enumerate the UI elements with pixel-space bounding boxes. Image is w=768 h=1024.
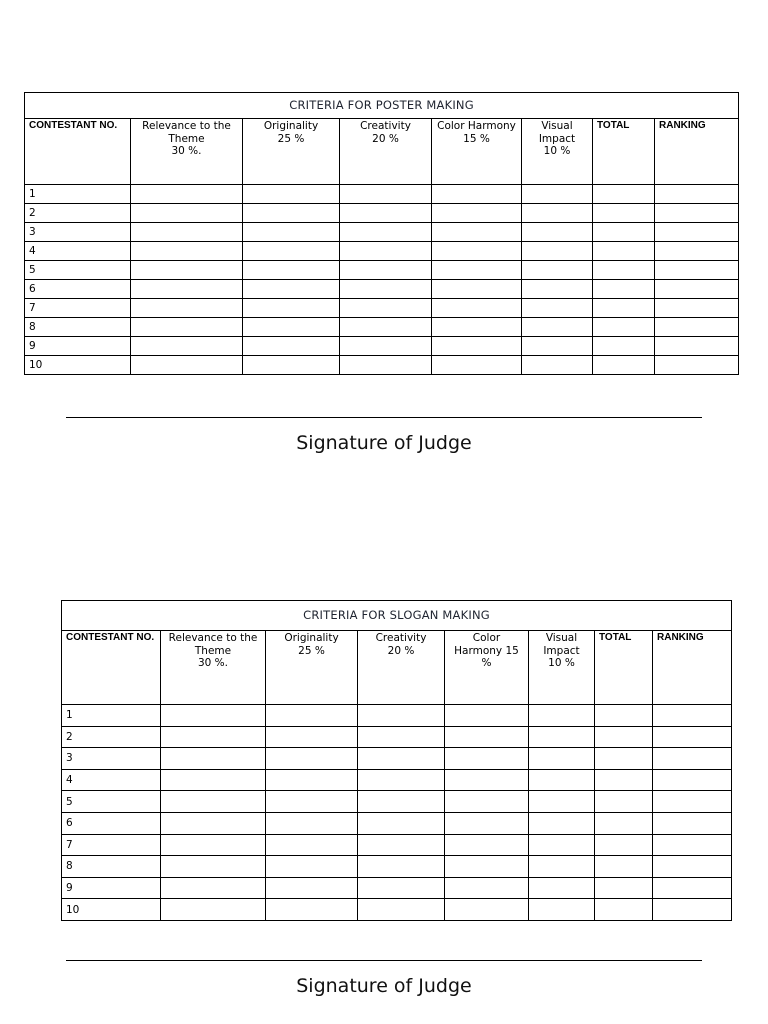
contestant-number: 9 [25, 337, 131, 356]
score-cell[interactable] [655, 280, 739, 299]
score-cell[interactable] [266, 726, 358, 748]
table-row [62, 856, 732, 878]
contestant-number: 5 [25, 261, 131, 280]
contestant-number: 6 [25, 280, 131, 299]
score-cell[interactable] [266, 748, 358, 770]
score-cell[interactable] [445, 856, 529, 878]
score-cell[interactable] [595, 899, 653, 921]
score-cell[interactable] [266, 769, 358, 791]
score-cell[interactable] [529, 748, 595, 770]
score-cell[interactable] [595, 769, 653, 791]
score-cell[interactable] [266, 791, 358, 813]
score-cell[interactable] [653, 812, 732, 834]
score-cell[interactable] [522, 356, 593, 375]
header-contestant-no: CONTESTANT NO. [62, 631, 161, 705]
signature-label: Signature of Judge [296, 432, 472, 454]
score-cell[interactable] [655, 299, 739, 318]
table-row [25, 356, 739, 375]
poster-criteria-table [24, 92, 739, 375]
score-cell[interactable] [161, 726, 266, 748]
score-cell[interactable] [161, 834, 266, 856]
score-cell[interactable] [653, 769, 732, 791]
score-cell[interactable] [340, 185, 432, 204]
contestant-number: 8 [62, 856, 161, 878]
score-cell[interactable] [593, 185, 655, 204]
score-cell[interactable] [653, 791, 732, 813]
header-relevance: Relevance to the Theme 30 %. [131, 119, 243, 185]
score-cell[interactable] [243, 185, 340, 204]
score-cell[interactable] [432, 242, 522, 261]
score-cell[interactable] [522, 261, 593, 280]
score-cell[interactable] [529, 899, 595, 921]
score-cell[interactable] [340, 223, 432, 242]
table-row [62, 705, 732, 727]
score-cell[interactable] [340, 356, 432, 375]
poster-table-title: CRITERIA FOR POSTER MAKING [25, 93, 739, 119]
score-cell[interactable] [522, 204, 593, 223]
score-cell[interactable] [445, 899, 529, 921]
score-cell[interactable] [653, 748, 732, 770]
table-row [62, 748, 732, 770]
header-originality: Originality 25 % [243, 119, 340, 185]
score-cell[interactable] [655, 185, 739, 204]
score-cell[interactable] [266, 877, 358, 899]
score-cell[interactable] [243, 337, 340, 356]
table-row [25, 299, 739, 318]
slogan-header-row [62, 631, 732, 705]
header-total: TOTAL [593, 119, 655, 185]
score-cell[interactable] [655, 242, 739, 261]
table-row [25, 204, 739, 223]
score-cell[interactable] [161, 791, 266, 813]
score-cell[interactable] [161, 812, 266, 834]
header-relevance: Relevance to the Theme 30 %. [161, 631, 266, 705]
contestant-number: 7 [62, 834, 161, 856]
score-cell[interactable] [358, 726, 445, 748]
poster-header-row [25, 119, 739, 185]
contestant-number: 10 [62, 899, 161, 921]
table-row [25, 318, 739, 337]
table-row [25, 337, 739, 356]
score-cell[interactable] [595, 726, 653, 748]
score-cell[interactable] [655, 356, 739, 375]
header-color-harmony: Color Harmony 15 % [445, 631, 529, 705]
table-row [62, 899, 732, 921]
score-cell[interactable] [340, 280, 432, 299]
score-cell[interactable] [243, 299, 340, 318]
score-cell[interactable] [432, 318, 522, 337]
score-cell[interactable] [655, 204, 739, 223]
score-cell[interactable] [340, 242, 432, 261]
contestant-number: 1 [62, 705, 161, 727]
header-creativity: Creativity 20 % [358, 631, 445, 705]
table-row [62, 812, 732, 834]
score-cell[interactable] [358, 705, 445, 727]
table-row [25, 280, 739, 299]
table-row [25, 242, 739, 261]
score-cell[interactable] [131, 318, 243, 337]
score-cell[interactable] [595, 748, 653, 770]
score-cell[interactable] [529, 791, 595, 813]
signature-line [66, 960, 702, 961]
header-visual-impact: Visual Impact 10 % [529, 631, 595, 705]
score-cell[interactable] [161, 899, 266, 921]
table-row [62, 877, 732, 899]
score-cell[interactable] [445, 834, 529, 856]
contestant-number: 2 [62, 726, 161, 748]
score-cell[interactable] [529, 856, 595, 878]
contestant-number: 9 [62, 877, 161, 899]
slogan-table-title: CRITERIA FOR SLOGAN MAKING [62, 601, 732, 631]
header-ranking: RANKING [653, 631, 732, 705]
contestant-number: 4 [62, 769, 161, 791]
score-cell[interactable] [161, 748, 266, 770]
score-cell[interactable] [529, 726, 595, 748]
score-cell[interactable] [655, 318, 739, 337]
score-cell[interactable] [131, 223, 243, 242]
score-cell[interactable] [340, 261, 432, 280]
score-cell[interactable] [432, 337, 522, 356]
header-total: TOTAL [595, 631, 653, 705]
score-cell[interactable] [358, 791, 445, 813]
score-cell[interactable] [445, 726, 529, 748]
score-cell[interactable] [445, 812, 529, 834]
score-cell[interactable] [522, 299, 593, 318]
score-cell[interactable] [595, 705, 653, 727]
score-cell[interactable] [529, 834, 595, 856]
table-row [25, 261, 739, 280]
contestant-number: 8 [25, 318, 131, 337]
score-cell[interactable] [655, 337, 739, 356]
contestant-number: 4 [25, 242, 131, 261]
contestant-number: 2 [25, 204, 131, 223]
score-cell[interactable] [655, 223, 739, 242]
score-cell[interactable] [243, 280, 340, 299]
contestant-number: 1 [25, 185, 131, 204]
header-ranking: RANKING [655, 119, 739, 185]
score-cell[interactable] [161, 877, 266, 899]
score-cell[interactable] [266, 899, 358, 921]
score-cell[interactable] [131, 242, 243, 261]
signature-label: Signature of Judge [296, 975, 472, 997]
score-cell[interactable] [522, 223, 593, 242]
score-cell[interactable] [593, 299, 655, 318]
score-cell[interactable] [266, 834, 358, 856]
header-creativity: Creativity 20 % [340, 119, 432, 185]
score-cell[interactable] [432, 185, 522, 204]
score-cell[interactable] [358, 877, 445, 899]
score-cell[interactable] [593, 280, 655, 299]
score-cell[interactable] [529, 769, 595, 791]
score-cell[interactable] [243, 223, 340, 242]
score-cell[interactable] [653, 899, 732, 921]
score-cell[interactable] [266, 856, 358, 878]
score-cell[interactable] [522, 280, 593, 299]
score-cell[interactable] [653, 856, 732, 878]
score-cell[interactable] [243, 242, 340, 261]
score-cell[interactable] [655, 261, 739, 280]
score-cell[interactable] [595, 856, 653, 878]
score-cell[interactable] [593, 242, 655, 261]
score-cell[interactable] [161, 856, 266, 878]
score-cell[interactable] [131, 337, 243, 356]
score-cell[interactable] [131, 185, 243, 204]
score-cell[interactable] [432, 299, 522, 318]
score-cell[interactable] [358, 899, 445, 921]
score-cell[interactable] [653, 726, 732, 748]
table-row [62, 834, 732, 856]
score-cell[interactable] [595, 877, 653, 899]
score-cell[interactable] [243, 318, 340, 337]
table-row [62, 769, 732, 791]
score-cell[interactable] [529, 705, 595, 727]
score-cell[interactable] [161, 705, 266, 727]
score-cell[interactable] [266, 705, 358, 727]
score-cell[interactable] [432, 280, 522, 299]
score-cell[interactable] [595, 812, 653, 834]
contestant-number: 3 [25, 223, 131, 242]
score-cell[interactable] [340, 204, 432, 223]
score-cell[interactable] [358, 812, 445, 834]
score-cell[interactable] [243, 204, 340, 223]
score-cell[interactable] [593, 223, 655, 242]
score-cell[interactable] [131, 299, 243, 318]
score-cell[interactable] [445, 705, 529, 727]
score-cell[interactable] [593, 337, 655, 356]
table-row [62, 726, 732, 748]
header-visual-impact: Visual Impact 10 % [522, 119, 593, 185]
score-cell[interactable] [340, 299, 432, 318]
header-color-harmony: Color Harmony 15 % [432, 119, 522, 185]
table-row [25, 223, 739, 242]
score-cell[interactable] [522, 318, 593, 337]
score-cell[interactable] [131, 280, 243, 299]
score-cell[interactable] [340, 318, 432, 337]
score-cell[interactable] [131, 261, 243, 280]
score-cell[interactable] [243, 261, 340, 280]
score-cell[interactable] [243, 356, 340, 375]
contestant-number: 3 [62, 748, 161, 770]
score-cell[interactable] [522, 337, 593, 356]
score-cell[interactable] [131, 356, 243, 375]
score-cell[interactable] [432, 223, 522, 242]
score-cell[interactable] [653, 705, 732, 727]
contestant-number: 7 [25, 299, 131, 318]
slogan-criteria-table [61, 600, 732, 921]
score-cell[interactable] [432, 356, 522, 375]
score-cell[interactable] [445, 769, 529, 791]
signature-line [66, 417, 702, 418]
score-cell[interactable] [266, 812, 358, 834]
score-cell[interactable] [653, 834, 732, 856]
score-cell[interactable] [593, 318, 655, 337]
score-cell[interactable] [340, 337, 432, 356]
score-cell[interactable] [432, 261, 522, 280]
score-cell[interactable] [529, 877, 595, 899]
score-cell[interactable] [595, 834, 653, 856]
score-cell[interactable] [358, 769, 445, 791]
score-cell[interactable] [593, 204, 655, 223]
header-originality: Originality 25 % [266, 631, 358, 705]
score-cell[interactable] [445, 791, 529, 813]
score-cell[interactable] [593, 356, 655, 375]
score-cell[interactable] [522, 242, 593, 261]
score-cell[interactable] [529, 812, 595, 834]
score-cell[interactable] [653, 877, 732, 899]
score-cell[interactable] [358, 834, 445, 856]
score-cell[interactable] [593, 261, 655, 280]
score-cell[interactable] [432, 204, 522, 223]
score-cell[interactable] [595, 791, 653, 813]
header-contestant-no: CONTESTANT NO. [25, 119, 131, 185]
score-cell[interactable] [131, 204, 243, 223]
score-cell[interactable] [358, 748, 445, 770]
table-row [25, 185, 739, 204]
contestant-number: 5 [62, 791, 161, 813]
score-cell[interactable] [522, 185, 593, 204]
score-cell[interactable] [445, 877, 529, 899]
table-row [62, 791, 732, 813]
score-cell[interactable] [445, 748, 529, 770]
contestant-number: 6 [62, 812, 161, 834]
score-cell[interactable] [161, 769, 266, 791]
score-cell[interactable] [358, 856, 445, 878]
contestant-number: 10 [25, 356, 131, 375]
